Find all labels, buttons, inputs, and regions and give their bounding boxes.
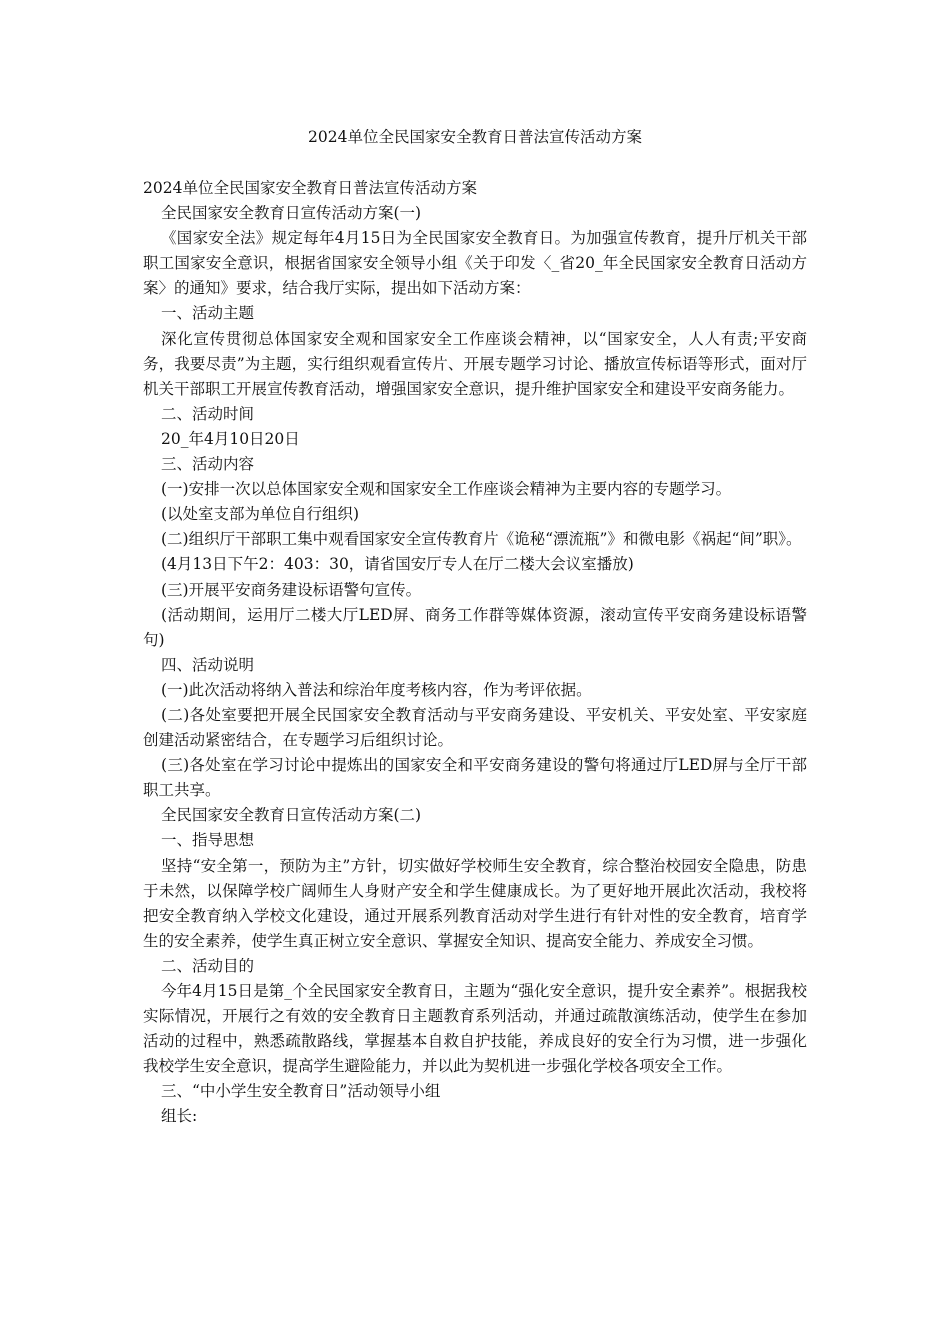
paragraph: 全民国家安全教育日宣传活动方案(一) (161, 204, 422, 223)
paragraph: 一、活动主题 (161, 304, 255, 323)
paragraph: 2024单位全民国家安全教育日普法宣传活动方案 (143, 179, 477, 197)
paragraph: 《国家安全法》规定每年4月15日为全民国家安全教育日。为加强宣传教育，提升厅机关干部职工国家安全意识，根据省国家安全领导小组《关于印发〈_省20_年全民国家安全教育日活动方案〉的通知》要求，结合我厅实际，提出如下活动方案： (143, 229, 807, 298)
paragraph: 组长: (161, 1107, 198, 1126)
paragraph: 20_年4月10日20日 (161, 429, 300, 448)
paragraph: 今年4月15日是第_个全民国家安全教育日，主题为“强化安全意识，提升安全素养”。根据我校实际情况，开展行之有效的安全教育日主题教育系列活动，并通过疏散演练活动，使学生在参加活动的过程中，熟悉疏散路线，掌握基本自救自护技能，养成良好的安全行为习惯，进一步强化我校学生安全意识，提高学生避险能力，并以此为契机进一步强化学校各项安全工作。 (143, 982, 807, 1076)
document-title: 2024单位全民国家安全教育日普法宣传活动方案 (308, 128, 642, 146)
paragraph: (二)组织厅干部职工集中观看国家安全宣传教育片《诡秘“漂流瓶”》和微电影《祸起“间”职》。 (161, 530, 802, 549)
paragraph: (4月13日下午2：403：30，请省国安厅专人在厅二楼大会议室播放) (161, 555, 634, 574)
paragraph: 全民国家安全教育日宣传活动方案(二) (161, 806, 422, 825)
paragraph: (二)各处室要把开展全民国家安全教育活动与平安商务建设、平安机关、平安处室、平安家庭创建活动紧密结合，在专题学习后组织讨论。 (143, 705, 807, 750)
paragraph: 坚持“安全第一，预防为主”方针，切实做好学校师生安全教育，综合整治校园安全隐患，防患于未然，以保障学校广阔师生人身财产安全和学生健康成长。为了更好地开展此次活动，我校将把安全教育纳入学校文化建设，通过开展系列教育活动对学生进行有针对性的安全教育，培育学生的安全素养，使学生真正树立安全意识、掌握安全知识、提高安全能力、养成安全习惯。 (143, 856, 807, 950)
paragraph: 二、活动目的 (161, 956, 255, 975)
paragraph: 二、活动时间 (161, 404, 255, 423)
paragraph: (活动期间，运用厅二楼大厅LED屏、商务工作群等媒体资源，滚动宣传平安商务建设标语警句) (143, 605, 807, 649)
paragraph: 三、“中小学生安全教育日”活动领导小组 (161, 1082, 441, 1101)
paragraph: (以处室支部为单位自行组织) (161, 505, 360, 524)
paragraph: 四、活动说明 (161, 655, 255, 674)
paragraph: 一、指导思想 (161, 831, 255, 850)
paragraph: 深化宣传贯彻总体国家安全观和国家安全工作座谈会精神，以“国家安全，人人有责;平安商务，我要尽责”为主题，实行组织观看宣传片、开展专题学习讨论、播放宣传标语等形式，面对厅机关干部职工开展宣传教育活动，增强国家安全意识，提升维护国家安全和建设平安商务能力。 (143, 329, 807, 398)
document-body (143, 176, 807, 1130)
paragraph: (一)此次活动将纳入普法和综治年度考核内容，作为考评依据。 (161, 680, 592, 699)
paragraph: (一)安排一次以总体国家安全观和国家安全工作座谈会精神为主要内容的专题学习。 (161, 480, 732, 499)
paragraph: (三)开展平安商务建设标语警句宣传。 (161, 580, 422, 599)
paragraph: 三、活动内容 (161, 455, 255, 474)
paragraph: (三)各处室在学习讨论中提炼出的国家安全和平安商务建设的警句将通过厅LED屏与全厅干部职工共享。 (143, 756, 807, 800)
